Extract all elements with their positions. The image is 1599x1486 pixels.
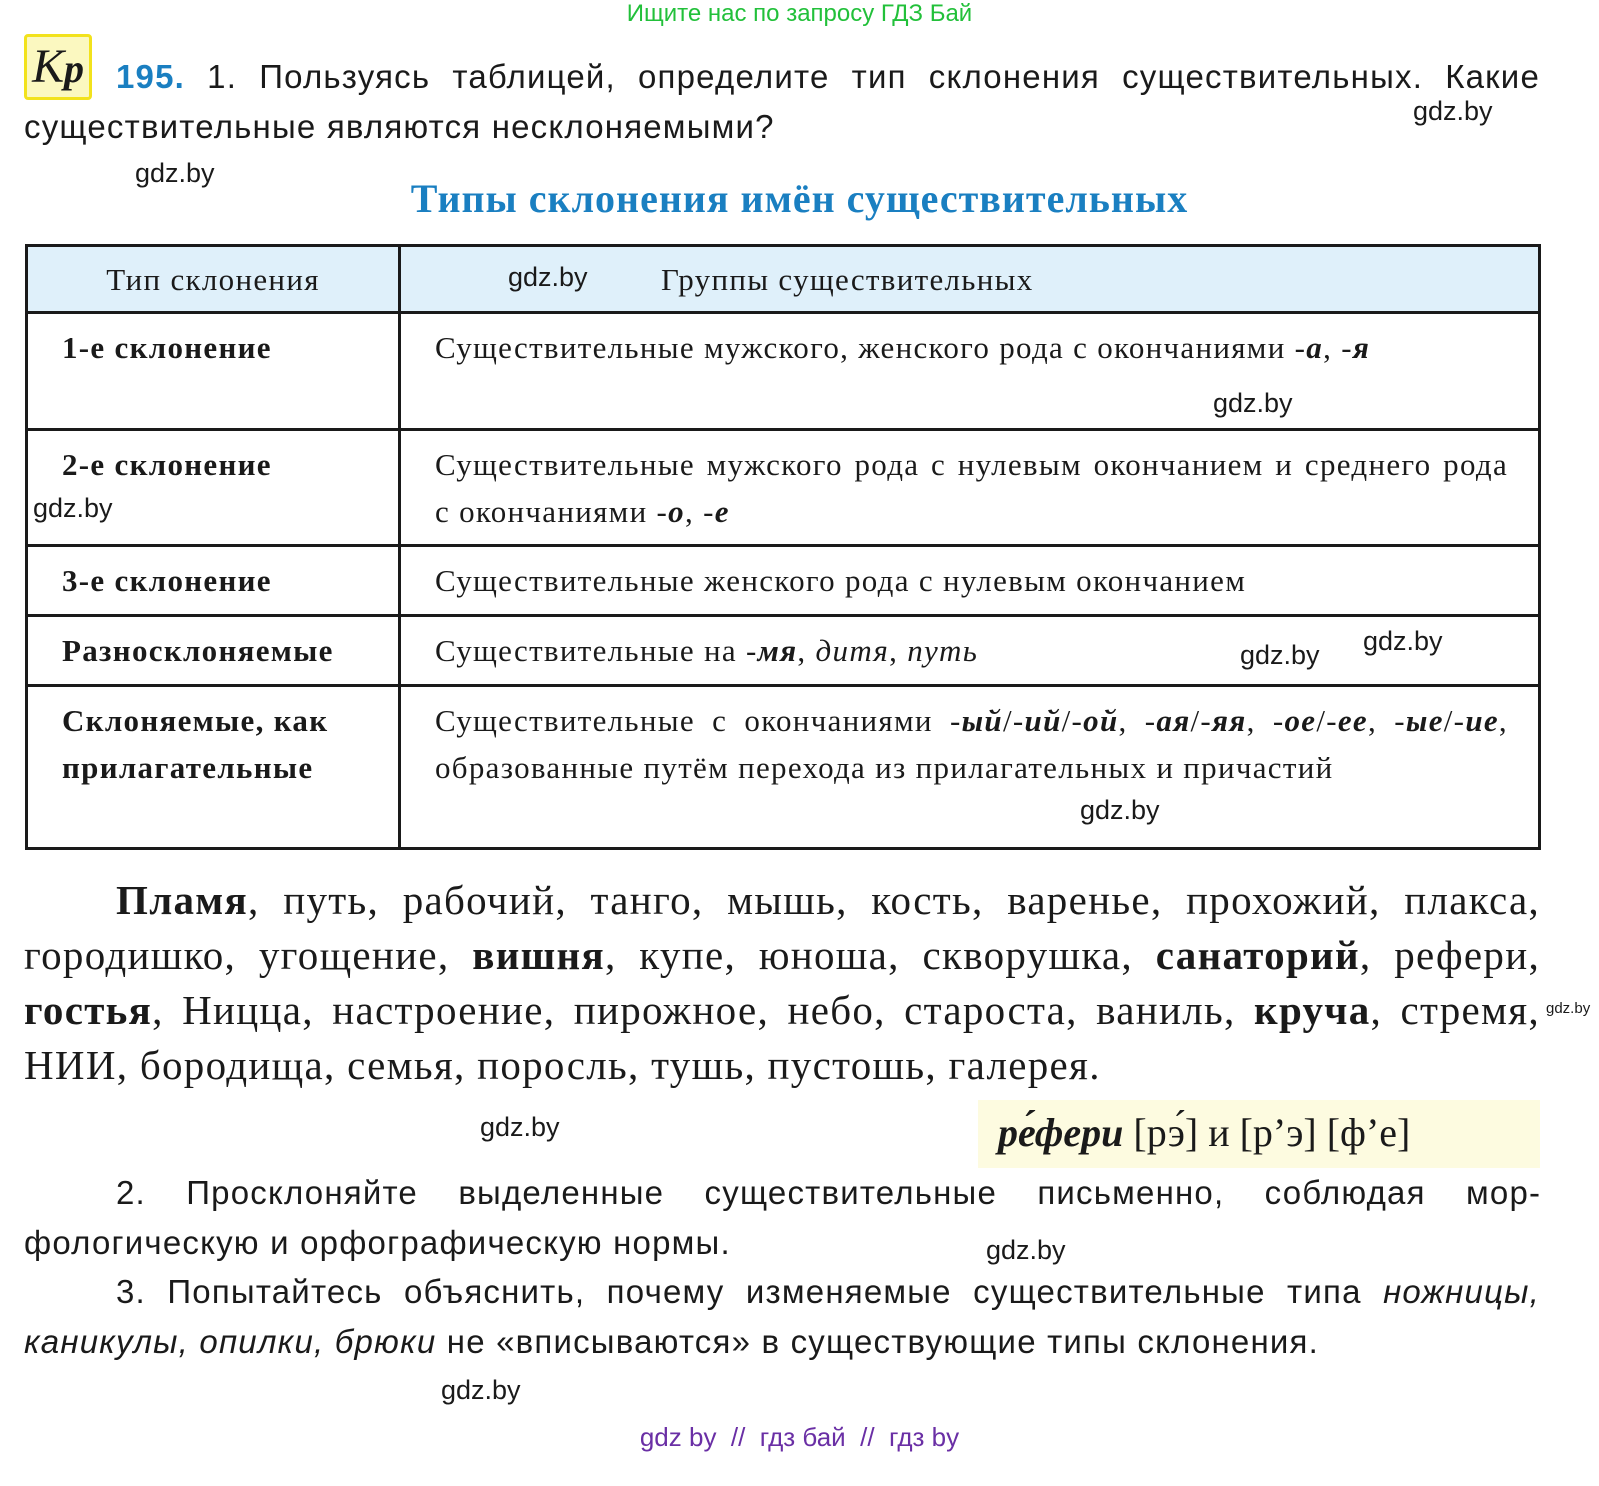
text-segment: /- <box>1002 703 1025 738</box>
text-segment: , рефери, <box>1359 932 1540 978</box>
watermark: gdz.by <box>480 1112 560 1142</box>
watermark: gdz.by <box>1080 795 1160 825</box>
declension-table <box>25 244 1541 850</box>
task-3 <box>24 1267 1540 1367</box>
emphasized-text: а <box>1306 330 1324 365</box>
declension-groups <box>400 430 1540 546</box>
text-segment: не «вписываются» в существующие типы склонения. <box>436 1323 1319 1360</box>
emphasized-text: ее <box>1337 703 1368 738</box>
emphasized-text: е <box>714 494 730 529</box>
table-row <box>27 430 1540 546</box>
watermark: gdz.by <box>441 1375 521 1405</box>
text-segment: /- <box>1190 703 1213 738</box>
text-segment: , <box>797 633 816 668</box>
text-segment: , купе, юноша, скворушка, <box>604 932 1156 978</box>
table-header-row <box>27 246 1540 313</box>
table-row <box>27 686 1540 849</box>
text-segment: , стремя, НИИ, бородища, семья, поросль, тушь, пустошь, галерея. <box>24 987 1540 1088</box>
emphasized-text: ий <box>1024 703 1062 738</box>
header-type: Тип склонения <box>27 246 400 313</box>
text-segment: /- <box>1316 703 1338 738</box>
task-1-text: 1. Пользуясь таблицей, определите тип склонения существительных. Какие существительные являются несклоняемыми? <box>24 58 1540 145</box>
exercise-number: 195. <box>116 58 186 95</box>
declension-type: Разносклоняемые <box>27 616 400 686</box>
text-segment: , - <box>1246 703 1285 738</box>
watermark: gdz.by <box>33 493 113 523</box>
emphasized-text: путь <box>907 633 979 668</box>
emphasized-text: круча <box>1254 987 1371 1033</box>
emphasized-text: ре́фери <box>998 1110 1124 1155</box>
declension-groups <box>400 546 1540 616</box>
watermark: gdz.by <box>1413 96 1493 126</box>
watermark: gdz.by <box>986 1235 1066 1265</box>
emphasized-text: яя <box>1212 703 1247 738</box>
text-segment: Существительные мужского рода с нулевым окончанием и среднего рода с окончаниями - <box>435 447 1508 529</box>
text-segment: , - <box>1368 703 1406 738</box>
text-segment: Существительные с окончаниями - <box>435 703 962 738</box>
top-watermark: Ищите нас по запросу ГДЗ Бай <box>626 0 973 27</box>
emphasized-text: гостья <box>24 987 153 1033</box>
emphasized-text: ой <box>1083 703 1119 738</box>
table-row <box>27 546 1540 616</box>
text-segment: /- <box>1443 703 1466 738</box>
text-segment: Существительные женского рода с нулевым окончанием <box>435 563 1247 598</box>
watermark: gdz.by <box>1363 626 1443 656</box>
declension-groups <box>400 313 1540 430</box>
declension-type: 3-е склонение <box>27 546 400 616</box>
text-segment: [рэ́] и [р’э] [ф’е] <box>1123 1110 1411 1155</box>
text-segment: , - <box>1118 703 1157 738</box>
emphasized-text: санаторий <box>1155 932 1360 978</box>
footer-watermark: gdz by // гдз бай // гдз by <box>639 1422 960 1452</box>
emphasized-text: ый <box>961 703 1003 738</box>
emphasized-text: о <box>668 494 685 529</box>
declension-type: Склоняемые, как прилагательные <box>27 686 400 849</box>
badge-letter: К <box>32 40 64 93</box>
badge-subletter: р <box>63 46 84 91</box>
watermark: gdz.by <box>1240 640 1320 670</box>
watermark: gdz.by <box>135 158 215 188</box>
text-segment: , - <box>684 494 715 529</box>
watermark: gdz.by <box>1546 1000 1591 1017</box>
task-1 <box>24 52 1540 152</box>
text-segment: , образованные путём перехода из прилагательных и причастий <box>435 703 1508 785</box>
watermark: gdz.by <box>508 262 588 292</box>
emphasized-text: ие <box>1465 703 1499 738</box>
emphasized-text: вишня <box>472 932 605 978</box>
text-segment: 3. Попытайтесь объяснить, почему изменяемые существительные типа <box>116 1273 1384 1310</box>
table-row <box>27 313 1540 430</box>
emphasized-text: мя <box>757 633 798 668</box>
text-segment: , - <box>1323 330 1353 365</box>
text-segment: /- <box>1061 703 1084 738</box>
text-segment: , путь, рабочий, танго, мышь, кость, варенье, прохожий, плакса, городишко, угощение, <box>24 877 1540 978</box>
task-2: 2. Просклоняйте выделенные существительные письменно, соблюдая морфологическую и орфографическую нормы. <box>24 1174 1540 1261</box>
emphasized-text: ая <box>1156 703 1191 738</box>
declension-type: 1-е склонение <box>27 313 400 430</box>
text-segment: Существительные мужского, женского рода с окончаниями - <box>435 330 1307 365</box>
text-segment: Существительные на - <box>435 633 758 668</box>
emphasized-text: я <box>1352 330 1371 365</box>
emphasized-text: ое <box>1284 703 1317 738</box>
watermark: gdz.by <box>1213 388 1293 418</box>
header-groups: Группы существительных <box>400 246 1540 313</box>
emphasized-text: Пламя <box>116 877 249 923</box>
text-segment: , <box>889 633 908 668</box>
pronunciation-note <box>978 1100 1540 1168</box>
table-title: Типы склонения имён существительных <box>410 176 1189 221</box>
emphasized-text: ножницы, каникулы, опилки, брюки <box>24 1273 1540 1360</box>
emphasized-text: дитя <box>815 633 890 668</box>
emphasized-text: ые <box>1405 703 1444 738</box>
word-list <box>24 873 1540 1093</box>
declension-type: 2-е склонение <box>27 430 400 546</box>
declension-groups <box>400 686 1540 849</box>
text-segment: , Ницца, настроение, пирожное, небо, староста, ваниль, <box>152 987 1255 1033</box>
